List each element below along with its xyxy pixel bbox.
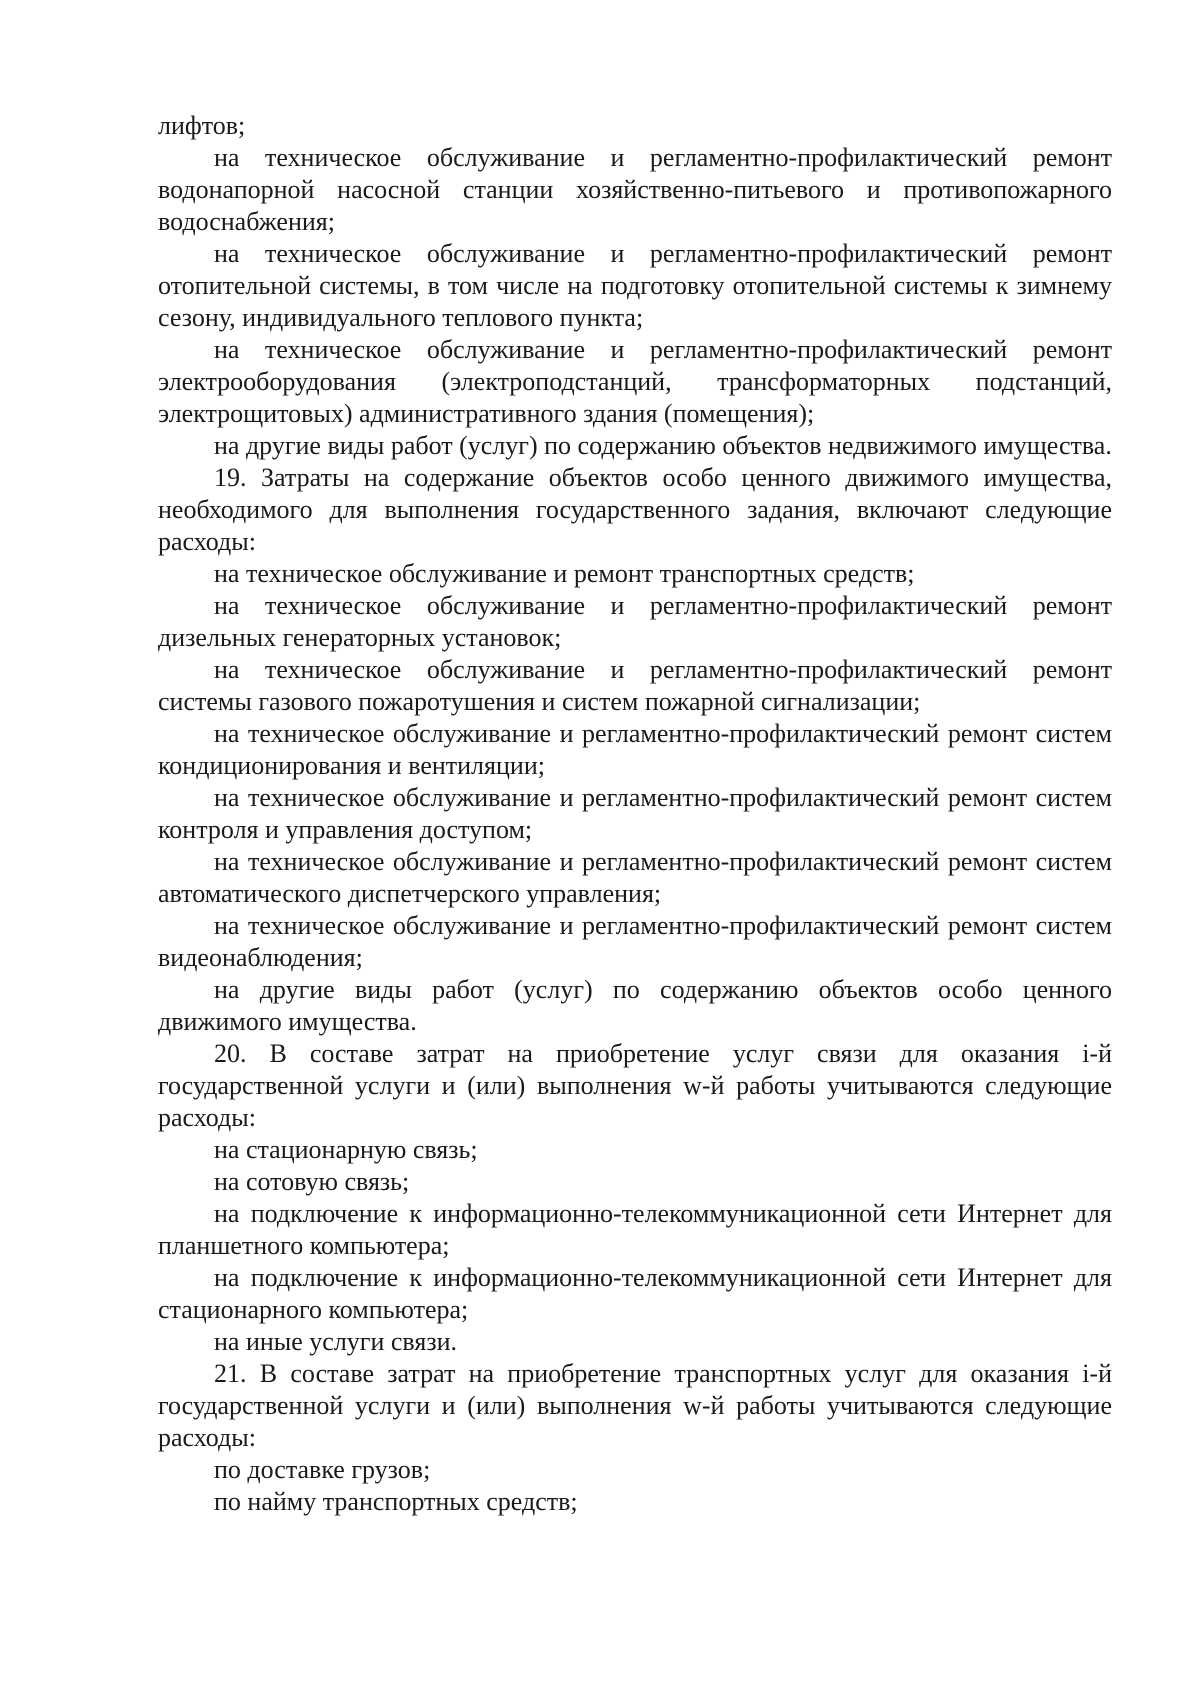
paragraph-item-20: 20. В составе затрат на приобретение услуг связи для оказания i-й государственной услуги и (или) выполнения w-й работы учитываются следующие расходы: xyxy=(158,1039,1112,1132)
paragraph-item-21: 21. В составе затрат на приобретение транспортных услуг для оказания i-й государственной услуги и (или) выполнения w-й работы учитываются следующие расходы: xyxy=(158,1359,1112,1452)
paragraph-diesel-generators: на техническое обслуживание и регламентно-профилактический ремонт дизельных генераторных установок; xyxy=(158,591,1112,652)
paragraph-heating-system: на техническое обслуживание и регламентно-профилактический ремонт отопительной системы, в том числе на подготовку отопительной системы к зимнему сезону, индивидуального теплового пункта; xyxy=(158,239,1112,332)
document-body xyxy=(158,110,1112,1518)
paragraph-fire-suppression: на техническое обслуживание и регламентно-профилактический ремонт системы газового пожаротушения и систем пожарной сигнализации; xyxy=(158,655,1112,716)
paragraph-cellular: на сотовую связь; xyxy=(214,1167,410,1196)
paragraph-electrical-equipment: на техническое обслуживание и регламентно-профилактический ремонт электрооборудования (электроподстанций, трансформаторных подстанций, электрощитовых) административного здания (помещения); xyxy=(158,335,1112,428)
paragraph-internet-desktop: на подключение к информационно-телекоммуникационной сети Интернет для стационарного компьютера; xyxy=(158,1263,1112,1324)
paragraph-dispatch-control: на техническое обслуживание и регламентно-профилактический ремонт систем автоматического диспетчерского управления; xyxy=(158,847,1112,908)
paragraph-internet-tablet: на подключение к информационно-телекоммуникационной сети Интернет для планшетного компьютера; xyxy=(158,1199,1112,1260)
paragraph-continuation: лифтов; xyxy=(158,111,246,140)
paragraph-landline: на стационарную связь; xyxy=(214,1135,478,1164)
paragraph-vehicles-maintenance: на техническое обслуживание и ремонт транспортных средств; xyxy=(214,559,915,588)
paragraph-air-conditioning: на техническое обслуживание и регламентно-профилактический ремонт систем кондиционирования и вентиляции; xyxy=(158,719,1112,780)
paragraph-access-control: на техническое обслуживание и регламентно-профилактический ремонт систем контроля и управления доступом; xyxy=(158,783,1112,844)
paragraph-other-movable-property-works: на другие виды работ (услуг) по содержанию объектов особо ценного движимого имущества. xyxy=(158,975,1112,1036)
paragraph-video-surveillance: на техническое обслуживание и регламентно-профилактический ремонт систем видеонаблюдения; xyxy=(158,911,1112,972)
paragraph-item-19: 19. Затраты на содержание объектов особо ценного движимого имущества, необходимого для выполнения государственного задания, включают следующие расходы: xyxy=(158,463,1112,556)
paragraph-vehicle-hire: по найму транспортных средств; xyxy=(214,1487,578,1516)
paragraph-other-real-estate-works: на другие виды работ (услуг) по содержанию объектов недвижимого имущества. xyxy=(214,431,1112,460)
paragraph-other-communication: на иные услуги связи. xyxy=(214,1327,458,1356)
paragraph-water-station: на техническое обслуживание и регламентно-профилактический ремонт водонапорной насосной станции хозяйственно-питьевого и противопожарного водоснабжения; xyxy=(158,143,1112,236)
paragraph-cargo-delivery: по доставке грузов; xyxy=(214,1455,431,1484)
